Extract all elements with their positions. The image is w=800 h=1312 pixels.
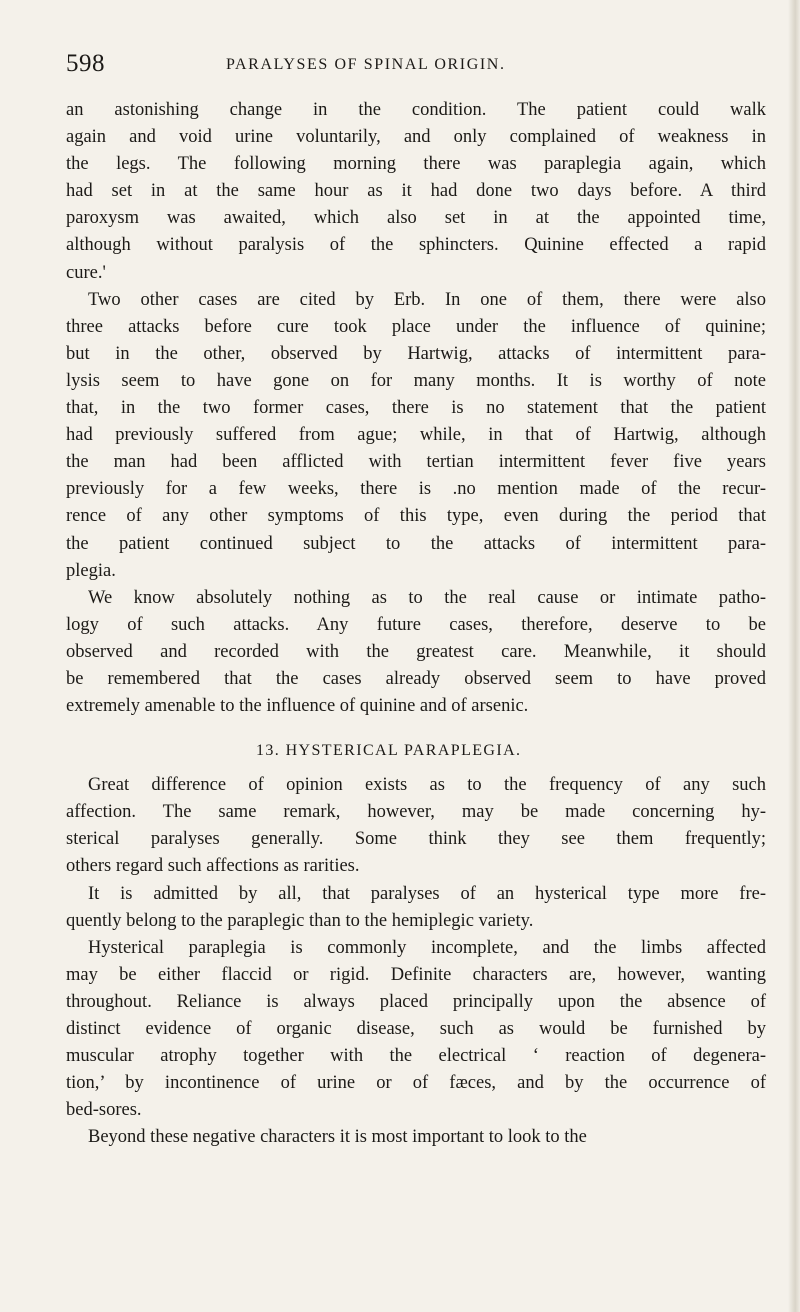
page-number: 598 xyxy=(66,50,105,77)
text-line: Great difference of opinion exists as to the frequency of any such xyxy=(88,775,766,796)
paragraphs-before-section xyxy=(66,97,766,720)
text-line: quently belong to the paraplegic than to the hemiplegic variety. xyxy=(66,910,534,931)
text-line: observed and recorded with the greatest care. Meanwhile, it should xyxy=(66,641,766,662)
text-line: logy of such attacks. Any future cases, therefore, deserve to be xyxy=(66,614,766,635)
text-line: had previously suffered from ague; while, in that of Hartwig, although xyxy=(66,425,766,446)
running-head: PARALYSES OF SPINAL ORIGIN. xyxy=(226,56,506,73)
text-line: Hysterical paraplegia is commonly incomplete, and the limbs affected xyxy=(88,937,766,958)
paragraph xyxy=(66,935,766,1125)
paragraphs-after-section xyxy=(66,772,766,1151)
text-line: tion,’ by incontinence of urine or of fæces, and by the occurrence of xyxy=(66,1073,766,1094)
page-edge-shadow xyxy=(788,0,800,1312)
text-line: throughout. Reliance is always placed principally upon the absence of xyxy=(66,991,766,1012)
text-line: the patient continued subject to the attacks of intermittent para- xyxy=(66,533,766,554)
text-line: plegia. xyxy=(66,560,116,581)
text-line: others regard such affections as rarities. xyxy=(66,856,360,877)
paragraph xyxy=(66,585,766,720)
text-line: We know absolutely nothing as to the real cause or intimate patho- xyxy=(88,587,766,608)
text-line: may be either flaccid or rigid. Definite characters are, however, wanting xyxy=(66,964,766,985)
text-line: distinct evidence of organic disease, such as would be furnished by xyxy=(66,1019,766,1039)
text-line: be remembered that the cases already observed seem to have proved xyxy=(66,668,766,689)
text-line: paroxysm was awaited, which also set in at the appointed time, xyxy=(66,208,766,229)
text-line: Two other cases are cited by Erb. In one of them, there were also xyxy=(88,289,766,310)
text-line: again and void urine voluntarily, and only complained of weakness in xyxy=(66,127,766,148)
text-line: sterical paralyses generally. Some think they see them frequently; xyxy=(66,829,766,850)
text-line: previously for a few weeks, there is .no mention made of the recur- xyxy=(66,479,766,500)
text-line: muscular atrophy together with the electrical ‘ reaction of degenera- xyxy=(66,1046,766,1067)
paragraph xyxy=(66,881,766,935)
text-line: that, in the two former cases, there is no statement that the patient xyxy=(66,398,766,419)
paragraph xyxy=(66,1124,766,1151)
text-line: the legs. The following morning there was paraplegia again, which xyxy=(66,154,766,175)
paragraph xyxy=(66,772,766,880)
text-line: lysis seem to have gone on for many months. It is worthy of note xyxy=(66,370,766,391)
text-line: had set in at the same hour as it had done two days before. A third xyxy=(66,181,766,202)
text-line: the man had been afflicted with tertian intermittent fever five years xyxy=(66,452,766,473)
text-line: although without paralysis of the sphincters. Quinine effected a rapid xyxy=(66,235,766,256)
section-title: 13. HYSTERICAL PARAPLEGIA. xyxy=(256,742,522,760)
page-header xyxy=(66,50,756,90)
text-line: Beyond these negative characters it is most important to look to the xyxy=(88,1127,587,1148)
page-body xyxy=(66,97,766,1151)
text-line: extremely amenable to the influence of quinine and of arsenic. xyxy=(66,696,529,717)
text-line: cure.' xyxy=(66,262,106,283)
paragraph xyxy=(66,287,766,585)
text-line: but in the other, observed by Hartwig, attacks of intermittent para- xyxy=(66,343,766,364)
text-line: rence of any other symptoms of this type, even during the period that xyxy=(66,506,766,527)
text-line: three attacks before cure took place under the influence of quinine; xyxy=(66,316,766,337)
text-line: affection. The same remark, however, may be made concerning hy- xyxy=(66,802,766,823)
text-line: bed-sores. xyxy=(66,1100,142,1121)
paragraph xyxy=(66,97,766,287)
text-line: an astonishing change in the condition. The patient could walk xyxy=(66,100,766,120)
text-line: It is admitted by all, that paralyses of an hysterical type more fre- xyxy=(88,883,766,904)
